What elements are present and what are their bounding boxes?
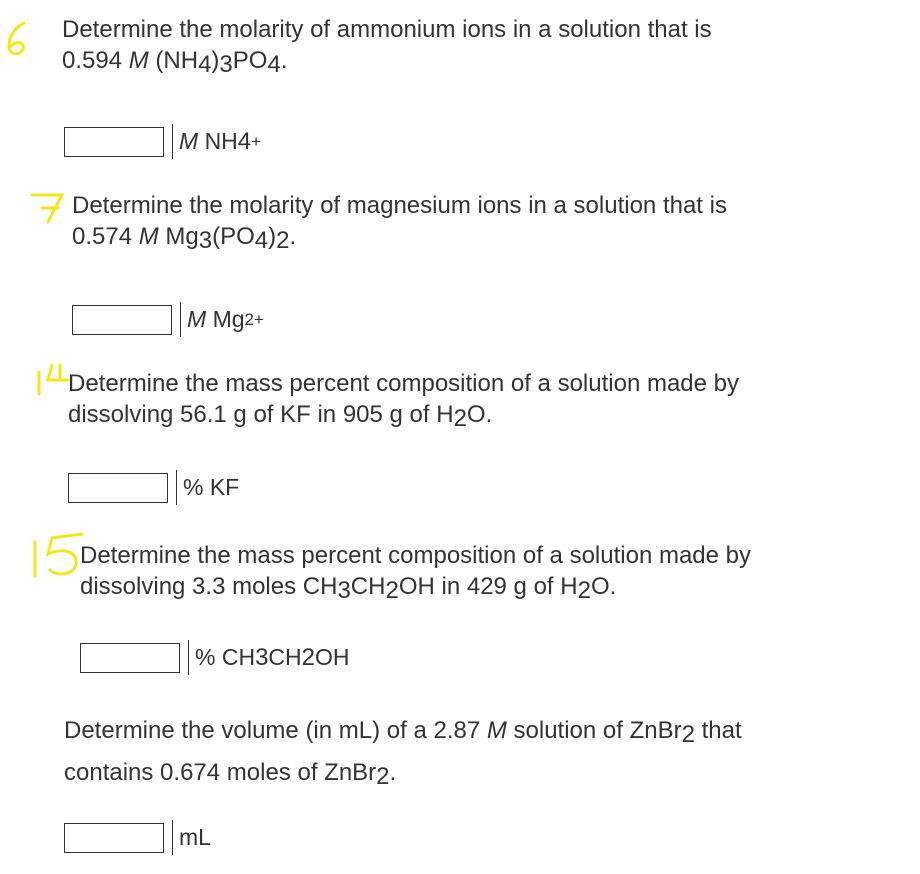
answer-row-ethanol (80, 640, 350, 675)
answer-row-znbr2 (64, 820, 211, 855)
answer-unit-label: % KF (176, 470, 239, 505)
answer-unit-label: M NH 4 + (172, 124, 261, 159)
answer-unit-label: M Mg 2+ (180, 302, 264, 337)
question-solution: 0.574 M $Mg_3(PO_4)_2$. (72, 223, 297, 254)
answer-row-magnesium (72, 302, 264, 337)
question-text: Determine the mass percent composition of a solution made by (68, 370, 740, 397)
answer-unit-label: % CH 3 CH 2 OH (188, 640, 350, 675)
question-text: Determine the volume (in mL) of a 2.87 M solution of ZnBr$_2$ that (64, 717, 742, 748)
question-solution: dissolving 3.3 moles $CH_3CH_2OH$ in 429 g of $H_2O$. (80, 573, 617, 604)
answer-row-kf (68, 470, 239, 505)
question-solution: contains 0.674 moles of ZnBr$_2$. (64, 759, 397, 790)
answer-row-ammonium (64, 124, 261, 159)
handwritten-15-note (30, 530, 86, 578)
kf-percent-input[interactable] (68, 473, 168, 503)
handwritten-6-note (4, 20, 32, 58)
ammonium-molarity-input[interactable] (64, 127, 164, 157)
magnesium-molarity-input[interactable] (72, 305, 172, 335)
question-ethanol-mass-percent (80, 540, 751, 606)
question-text: Determine the molarity of magnesium ions in a solution that is (72, 192, 727, 219)
question-text: Determine the mass percent composition of a solution made by (80, 542, 752, 569)
question-solution: 0.594 M $(NH_4)_3PO_4$. (62, 47, 288, 78)
volume-ml-input[interactable] (64, 823, 164, 853)
question-ammonium-molarity (62, 14, 712, 80)
question-magnesium-molarity (72, 190, 727, 256)
answer-unit-label: mL (172, 820, 211, 855)
question-znbr2-volume (64, 712, 742, 796)
handwritten-7-note (28, 190, 68, 226)
question-kf-mass-percent (68, 368, 739, 434)
question-text: Determine the molarity of ammonium ions in a solution that is (62, 16, 712, 43)
question-solution: dissolving 56.1 g of KF in 905 g of $H_2O$. (68, 401, 493, 432)
ethanol-percent-input[interactable] (80, 643, 180, 673)
